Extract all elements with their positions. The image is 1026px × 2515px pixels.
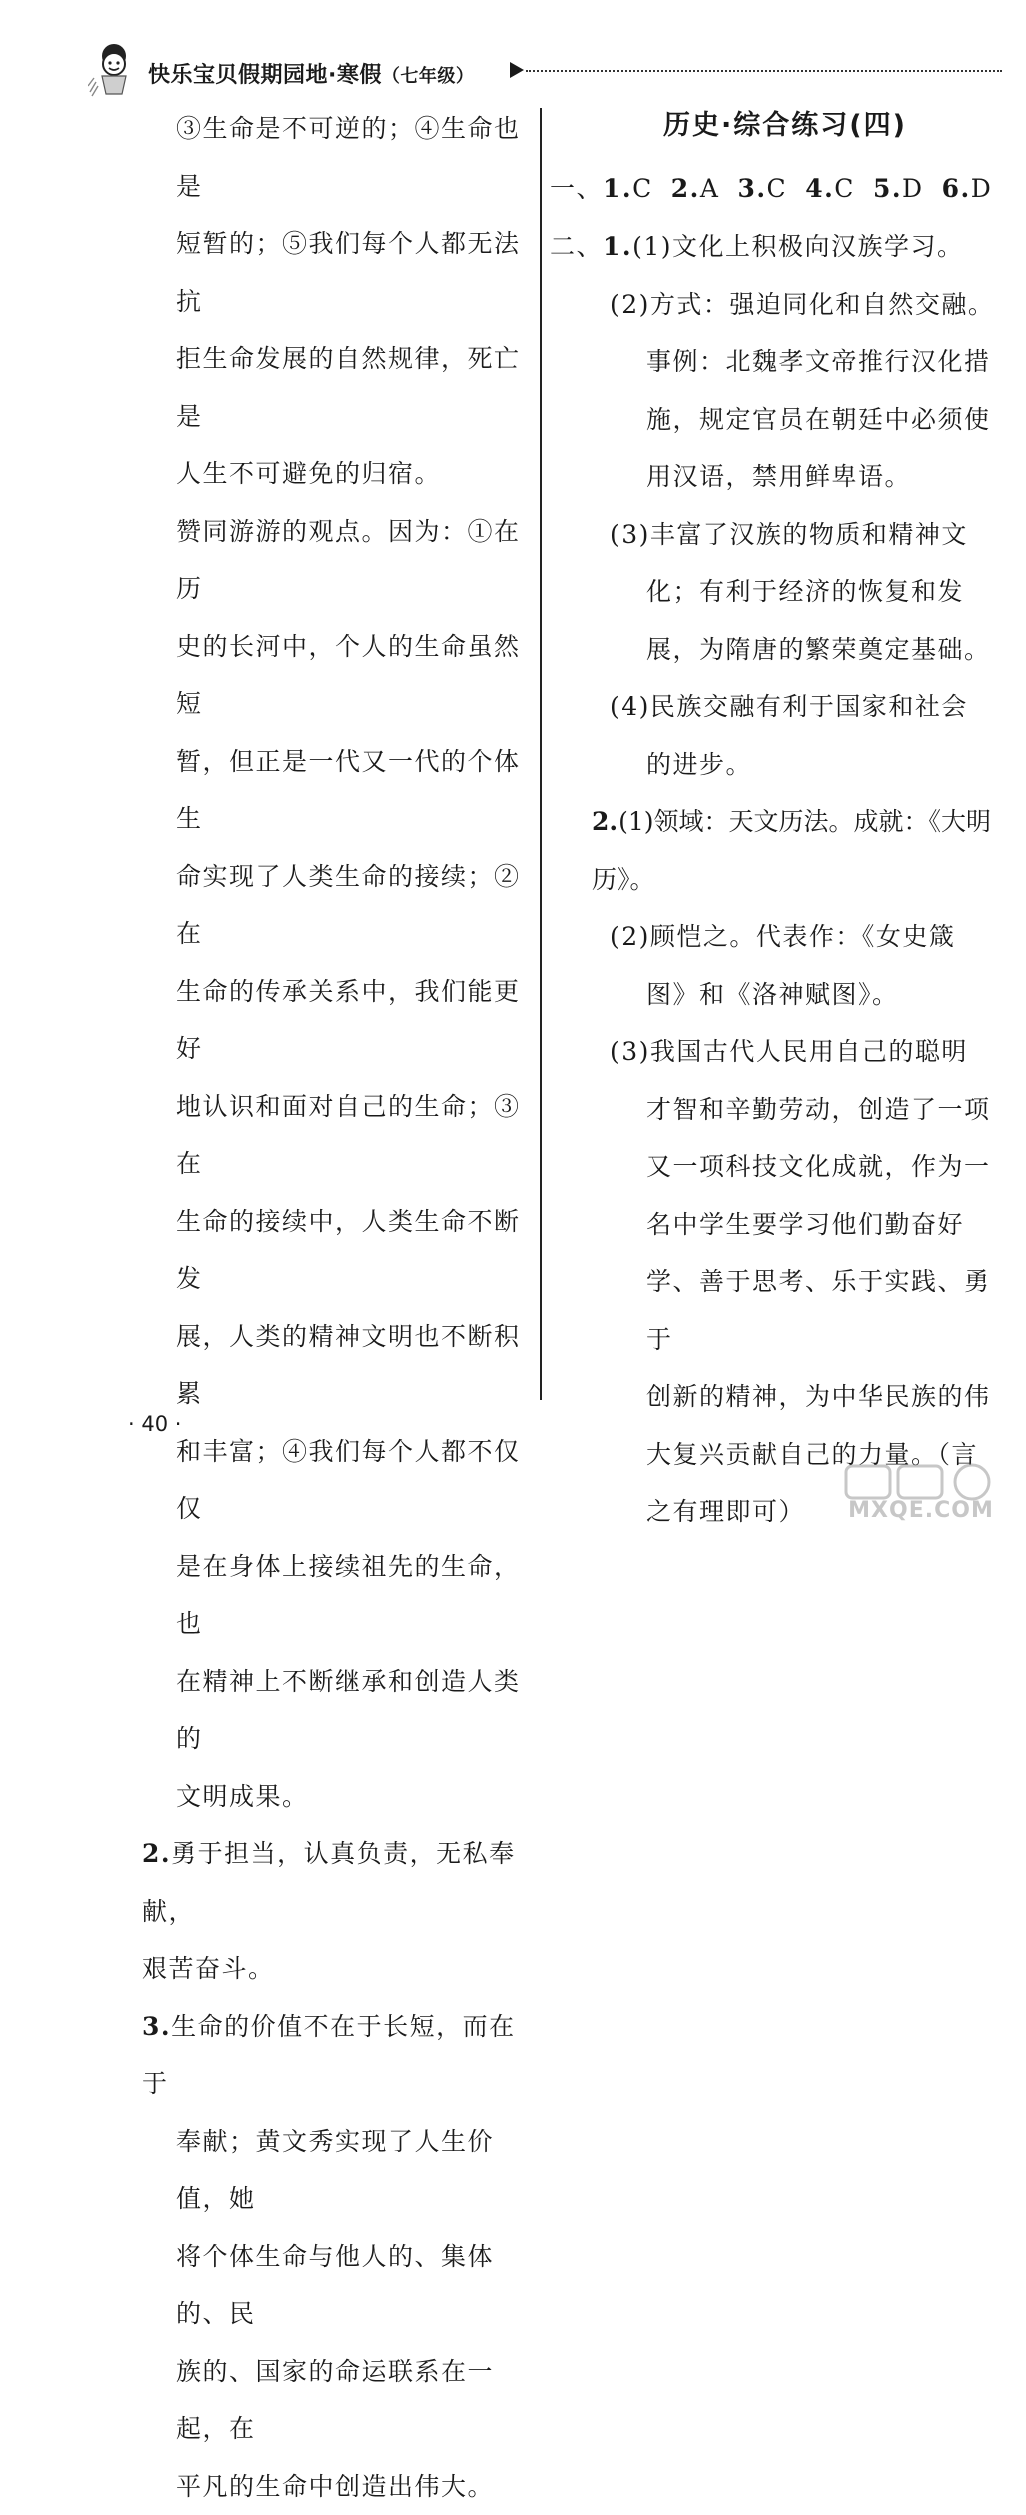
mc-answer: C <box>632 174 653 203</box>
answer-line: 才智和辛勤劳动，创造了一项 <box>550 1081 1000 1139</box>
answer-line: 在精神上不断继承和创造人类的 <box>130 1653 530 1768</box>
page-number: · 40 · <box>128 1412 181 1436</box>
question-number: 3. <box>142 2012 171 2041</box>
answer-line: 命实现了人类生命的接续；②在 <box>130 848 530 963</box>
answer-line: 之有理即可） <box>550 1483 1000 1541</box>
header-arrow-icon <box>510 62 524 78</box>
question-2-line <box>130 1825 530 1940</box>
mc-number: 6. <box>942 174 971 203</box>
question-text: 生命的价值不在于长短，而在于 <box>142 2012 516 2099</box>
answer-line: 平凡的生命中创造出伟大。 <box>130 2458 530 2515</box>
page-header <box>92 56 1004 88</box>
answer-line: 奉献；黄文秀实现了人生价值，她 <box>130 2113 530 2228</box>
mc-number: 4. <box>805 174 834 203</box>
left-column <box>130 100 530 2515</box>
answer-line: 名中学生要学习他们勤奋好 <box>550 1196 1000 1254</box>
answer-line: (3)我国古代人民用自己的聪明 <box>550 1023 1000 1081</box>
answer-line: 族的、国家的命运联系在一起，在 <box>130 2343 530 2458</box>
watermark-text: MXQE.COM <box>836 1498 1006 1523</box>
watermark-logo-icon <box>836 1462 1006 1502</box>
answer-line: (3)丰富了汉族的物质和精神文 <box>550 506 1000 564</box>
answer-line: 短暂的；⑤我们每个人都无法抗 <box>130 215 530 330</box>
question-3-line <box>130 1998 530 2113</box>
question-text: 勇于担当，认真负责，无私奉献， <box>142 1839 516 1926</box>
answer-line: 展，人类的精神文明也不断积累 <box>130 1308 530 1423</box>
answer-line: 是在身体上接续祖先的生命，也 <box>130 1538 530 1653</box>
q2-part1-line <box>550 793 1000 908</box>
grade-label: （七年级） <box>382 66 475 87</box>
right-column <box>550 100 1000 1541</box>
mc-item <box>805 174 855 203</box>
column-divider <box>540 108 542 1400</box>
header-dotted-rule <box>526 70 1002 72</box>
mc-item <box>942 174 993 203</box>
answer-line: 赞同游游的观点。因为：①在历 <box>130 503 530 618</box>
answer-line: 展，为隋唐的繁荣奠定基础。 <box>550 621 1000 679</box>
q1-part1-line <box>550 218 1000 276</box>
answer-line: 史的长河中，个人的生命虽然短 <box>130 618 530 733</box>
answer-line: 人生不可避免的归宿。 <box>130 445 530 503</box>
book-title <box>148 58 474 89</box>
answer-line: (2)方式：强迫同化和自然交融。 <box>550 276 1000 334</box>
answer-line: 化；有利于经济的恢复和发 <box>550 563 1000 621</box>
answer-line: 学、善于思考、乐于实践、勇于 <box>550 1253 1000 1368</box>
watermark <box>836 1462 1006 1528</box>
question-number: 2. <box>142 1839 171 1868</box>
answer-line: 大复兴贡献自己的力量。（言 <box>550 1426 1000 1484</box>
answer-line: (4)民族交融有利于国家和社会 <box>550 678 1000 736</box>
multiple-choice-answers <box>550 160 1000 218</box>
answer-line: 图》和《洛神赋图》。 <box>550 966 1000 1024</box>
answer-line: 用汉语，禁用鲜卑语。 <box>550 448 1000 506</box>
mc-answer: C <box>767 174 788 203</box>
mc-number: 3. <box>737 174 766 203</box>
part-prefix: 二、 <box>550 232 603 261</box>
answer-line: 施，规定官员在朝廷中必须使 <box>550 391 1000 449</box>
answer-line: 生命的接续中，人类生命不断发 <box>130 1193 530 1308</box>
answer-line: (2)顾恺之。代表作：《女史箴 <box>550 908 1000 966</box>
mc-item <box>671 174 720 203</box>
book-title-text: 快乐宝贝假期园地·寒假 <box>148 63 382 88</box>
mc-item <box>603 174 653 203</box>
answer-line: 将个体生命与他人的、集体的、民 <box>130 2228 530 2343</box>
answer-text: (1)文化上积极向汉族学习。 <box>632 232 963 261</box>
answer-line: 地认识和面对自己的生命；③在 <box>130 1078 530 1193</box>
cartoon-kid-icon <box>88 42 144 100</box>
mc-answer: D <box>902 174 924 203</box>
answer-line: 暂，但正是一代又一代的个体生 <box>130 733 530 848</box>
answer-line: 创新的精神，为中华民族的伟 <box>550 1368 1000 1426</box>
answer-line: 事例：北魏孝文帝推行汉化措 <box>550 333 1000 391</box>
answer-line: 的进步。 <box>550 736 1000 794</box>
answer-line: 拒生命发展的自然规律，死亡是 <box>130 330 530 445</box>
mc-number: 1. <box>603 174 632 203</box>
section-title: 历史·综合练习(四) <box>550 100 1000 152</box>
answer-line: 生命的传承关系中，我们能更好 <box>130 963 530 1078</box>
part-prefix: 一、 <box>550 174 603 203</box>
mc-answer: D <box>971 174 993 203</box>
mc-item <box>873 174 924 203</box>
answer-line: 又一项科技文化成就，作为一 <box>550 1138 1000 1196</box>
answer-line: 艰苦奋斗。 <box>130 1940 530 1998</box>
answer-line: 文明成果。 <box>130 1768 530 1826</box>
mc-answer: A <box>700 174 720 203</box>
answer-line: ③生命是不可逆的；④生命也是 <box>130 100 530 215</box>
answer-text: (1)领域：天文历法。成就：《大明历》。 <box>592 807 991 894</box>
mc-item <box>737 174 787 203</box>
mc-number: 5. <box>873 174 902 203</box>
question-number: 1. <box>603 232 632 261</box>
mc-number: 2. <box>671 174 700 203</box>
answer-line: 和丰富；④我们每个人都不仅仅 <box>130 1423 530 1538</box>
mc-answer: C <box>834 174 855 203</box>
question-number: 2. <box>592 807 618 836</box>
